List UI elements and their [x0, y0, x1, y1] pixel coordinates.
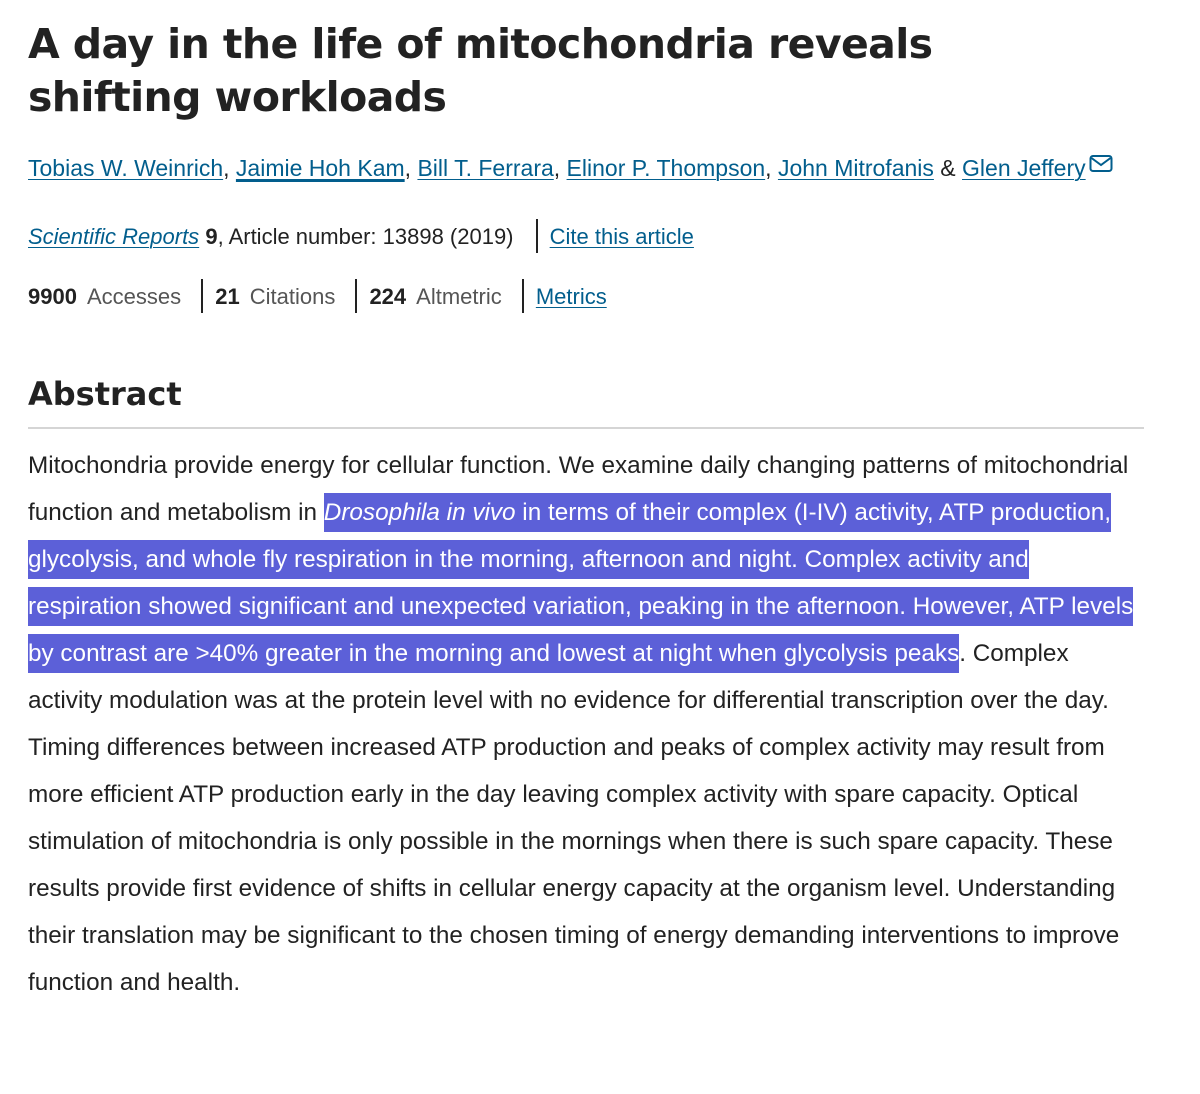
accesses-label: Accesses	[86, 284, 182, 309]
citations-count: 21	[215, 284, 240, 309]
author-separator: ,	[223, 155, 230, 181]
author-link-ferrara[interactable]: Bill T. Ferrara	[417, 155, 554, 181]
altmetric-score: 224	[369, 284, 407, 309]
author-list	[28, 152, 1113, 184]
cite-article-link[interactable]: Cite this article	[549, 224, 694, 249]
abstract-text-end: . Complex activity modulation was at the protein level with no evidence for differential transcription over the day. Timing differences between increased ATP production and peaks of complex activity may result from more efficient ATP production early in the day leaving complex activity with spare capacity. Optical stimulation of mitochondria is only possible in the mornings when there is such spare capacity. These results provide first evidence of shifts in cellular energy capacity at the organism level. Understanding their translation may be significant to the chosen timing of energy demanding interventions to improve function and health.	[28, 640, 1120, 996]
abstract-text-start: Mitochondria provide energy for cellular function. We examine daily changing patterns of mitochondrial function and metabolism in	[28, 452, 1129, 526]
altmetric-label: Altmetric	[416, 284, 502, 309]
divider	[522, 279, 524, 313]
author-link-mitrofanis[interactable]: John Mitrofanis	[777, 155, 934, 181]
selected-text-body: in terms of their complex (I-IV) activity, ATP production, glycolysis, and whole fly respiration in the morning, afternoon and night. Complex activity and respiration showed significant and unexpected variation, peaking in the afternoon. However, ATP levels by contrast are >40% greater in the morning and lowest at night when glycolysis peaks	[28, 499, 1134, 667]
selected-text-italic: Drosophila in vivo	[323, 499, 516, 526]
envelope-icon[interactable]	[1089, 150, 1113, 182]
author-link-weinrich[interactable]: Tobias W. Weinrich	[28, 155, 224, 181]
abstract-text	[28, 442, 1146, 1006]
author-ampersand: &	[940, 155, 956, 181]
citations-label: Citations	[249, 284, 336, 309]
author-link-jeffery[interactable]	[962, 155, 1113, 181]
section-divider	[28, 427, 1144, 429]
author-separator: ,	[553, 155, 561, 181]
journal-volume: 9	[205, 224, 218, 249]
divider	[201, 279, 203, 313]
author-link-thompson[interactable]: Elinor P. Thompson	[566, 155, 766, 181]
divider	[355, 279, 357, 313]
author-separator: ,	[765, 155, 772, 181]
article-title: A day in the life of mitochondria reveals shifting workloads	[28, 20, 933, 121]
divider	[536, 219, 538, 253]
article-number: , Article number: 13898 (2019)	[217, 224, 514, 249]
metrics-link[interactable]: Metrics	[535, 284, 607, 309]
accesses-count: 9900	[28, 284, 77, 309]
article-metrics	[28, 281, 607, 315]
author-name-jeffery: Glen Jeffery	[962, 155, 1086, 181]
journal-info	[28, 221, 694, 255]
author-separator: ,	[404, 155, 412, 181]
abstract-heading: Abstract	[28, 375, 182, 413]
journal-link[interactable]: Scientific Reports	[28, 224, 200, 249]
author-link-hoh-kam[interactable]: Jaimie Hoh Kam	[235, 155, 405, 181]
